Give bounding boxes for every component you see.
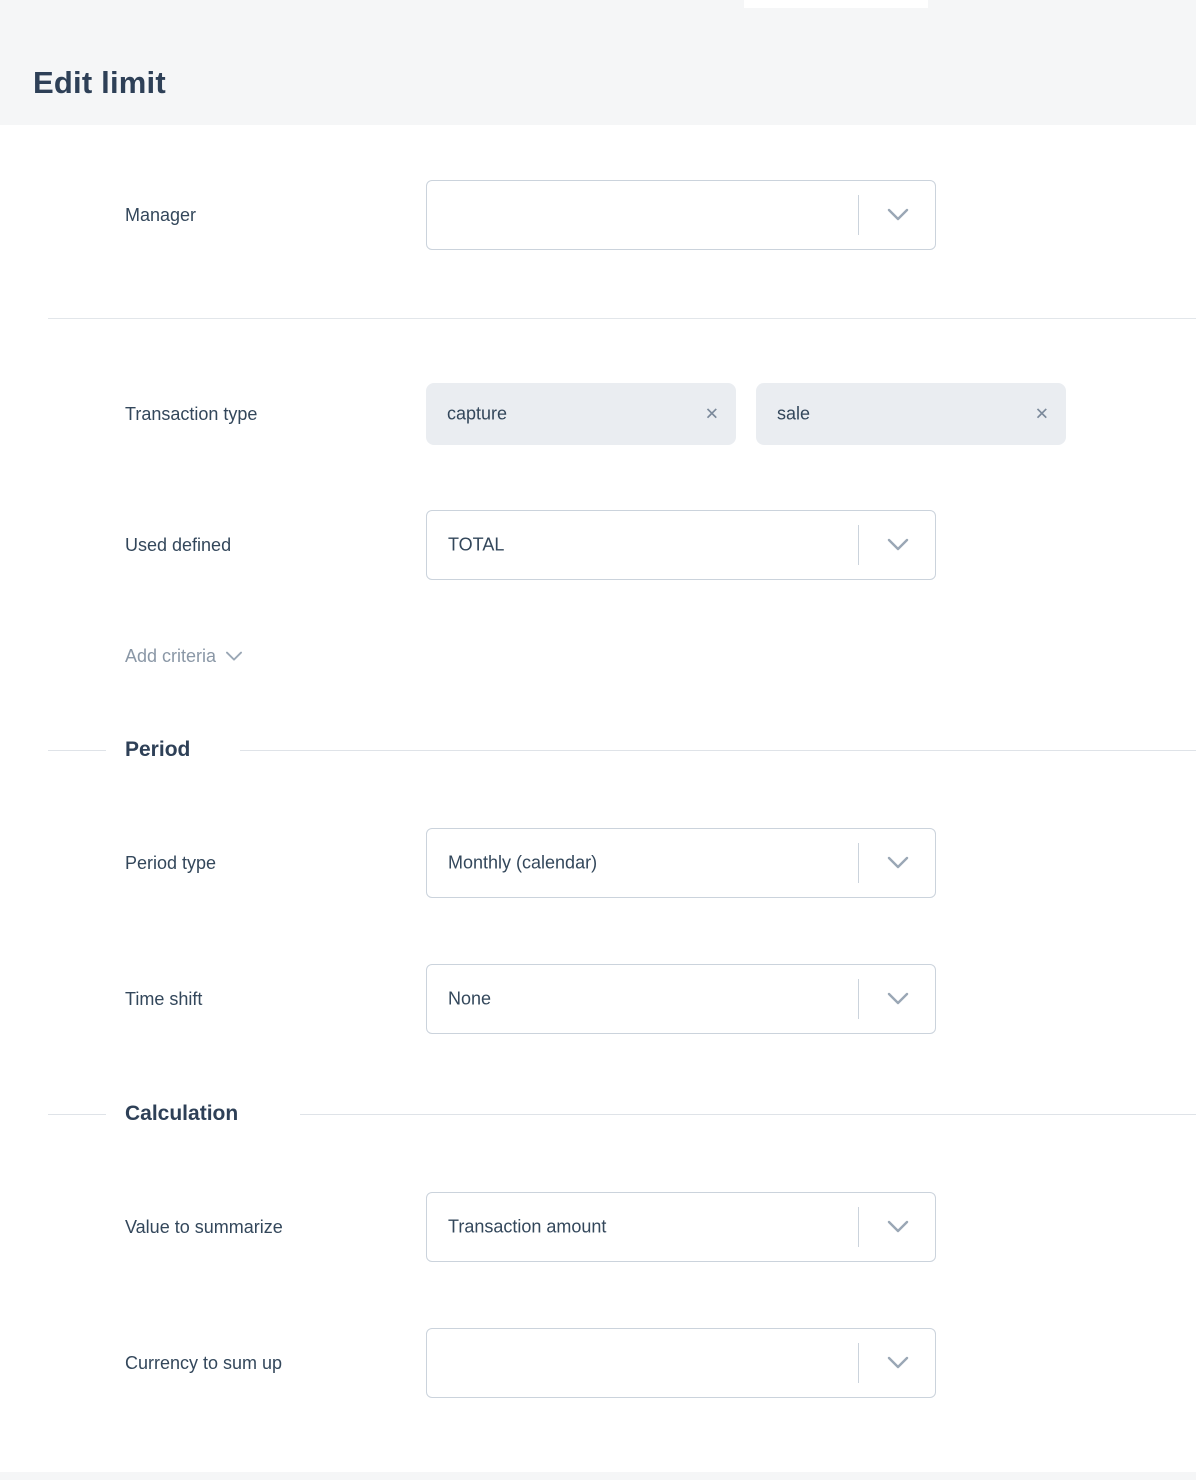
section-calculation [0, 1102, 1196, 1126]
used-defined-label: Used defined [125, 535, 232, 555]
period-type-select[interactable] [426, 828, 936, 898]
chevron-down-icon [225, 646, 243, 667]
chevron-down-icon[interactable] [883, 200, 913, 230]
chevron-down-icon[interactable] [883, 848, 913, 878]
add-criteria-button[interactable] [125, 646, 243, 667]
chip-capture[interactable] [426, 383, 736, 445]
value-to-summarize-label: Value to summarize [125, 1217, 283, 1237]
window-top-strip [0, 0, 1196, 8]
edit-limit-form [0, 125, 1196, 1480]
section-divider [48, 318, 1196, 319]
modal-bottom-edge [0, 1472, 1196, 1480]
field-row-currency-to-sum-up [0, 1328, 1196, 1398]
value-to-summarize-select-divider [858, 1207, 859, 1247]
modal-header [0, 8, 1196, 125]
used-defined-select-divider [858, 525, 859, 565]
field-row-transaction-type [0, 383, 1196, 445]
value-to-summarize-select[interactable] [426, 1192, 936, 1262]
close-icon[interactable]: ✕ [1034, 404, 1049, 424]
chevron-down-icon[interactable] [883, 1348, 913, 1378]
field-row-period-type [0, 828, 1196, 898]
section-period-title: Period [125, 738, 191, 761]
section-rule-left [48, 1114, 106, 1115]
time-shift-label: Time shift [125, 989, 203, 1009]
section-period [0, 738, 1196, 762]
used-defined-select-value: TOTAL [448, 534, 505, 555]
used-defined-select[interactable] [426, 510, 936, 580]
manager-select-divider [858, 195, 859, 235]
time-shift-select-value: None [448, 988, 492, 1009]
currency-to-sum-up-label: Currency to sum up [125, 1353, 283, 1373]
field-row-time-shift [0, 964, 1196, 1034]
chevron-down-icon[interactable] [883, 530, 913, 560]
chip-sale[interactable] [756, 383, 1066, 445]
close-icon[interactable]: ✕ [704, 404, 719, 424]
currency-to-sum-up-select-divider [858, 1343, 859, 1383]
field-row-value-to-summarize [0, 1192, 1196, 1262]
currency-to-sum-up-select[interactable] [426, 1328, 936, 1398]
period-type-select-value: Monthly (calendar) [448, 852, 598, 873]
chevron-down-icon[interactable] [883, 1212, 913, 1242]
top-strip-gap-white [744, 0, 928, 8]
time-shift-select[interactable] [426, 964, 936, 1034]
field-row-manager [0, 180, 1196, 250]
section-calculation-title: Calculation [125, 1102, 239, 1125]
time-shift-select-divider [858, 979, 859, 1019]
transaction-type-label: Transaction type [125, 404, 258, 424]
period-type-select-divider [858, 843, 859, 883]
add-criteria-label: Add criteria [125, 646, 217, 666]
section-rule-right [240, 750, 1196, 751]
field-row-used-defined [0, 510, 1196, 580]
value-to-summarize-select-value: Transaction amount [448, 1216, 607, 1237]
chip-capture-label: capture [447, 403, 508, 424]
top-strip-gap-grey [928, 0, 1196, 8]
section-rule-right [300, 1114, 1196, 1115]
manager-label: Manager [125, 205, 197, 225]
chevron-down-icon[interactable] [883, 984, 913, 1014]
section-rule-left [48, 750, 106, 751]
manager-select[interactable] [426, 180, 936, 250]
chip-sale-label: sale [777, 403, 811, 424]
page-title: Edit limit [33, 65, 166, 100]
period-type-label: Period type [125, 853, 217, 873]
